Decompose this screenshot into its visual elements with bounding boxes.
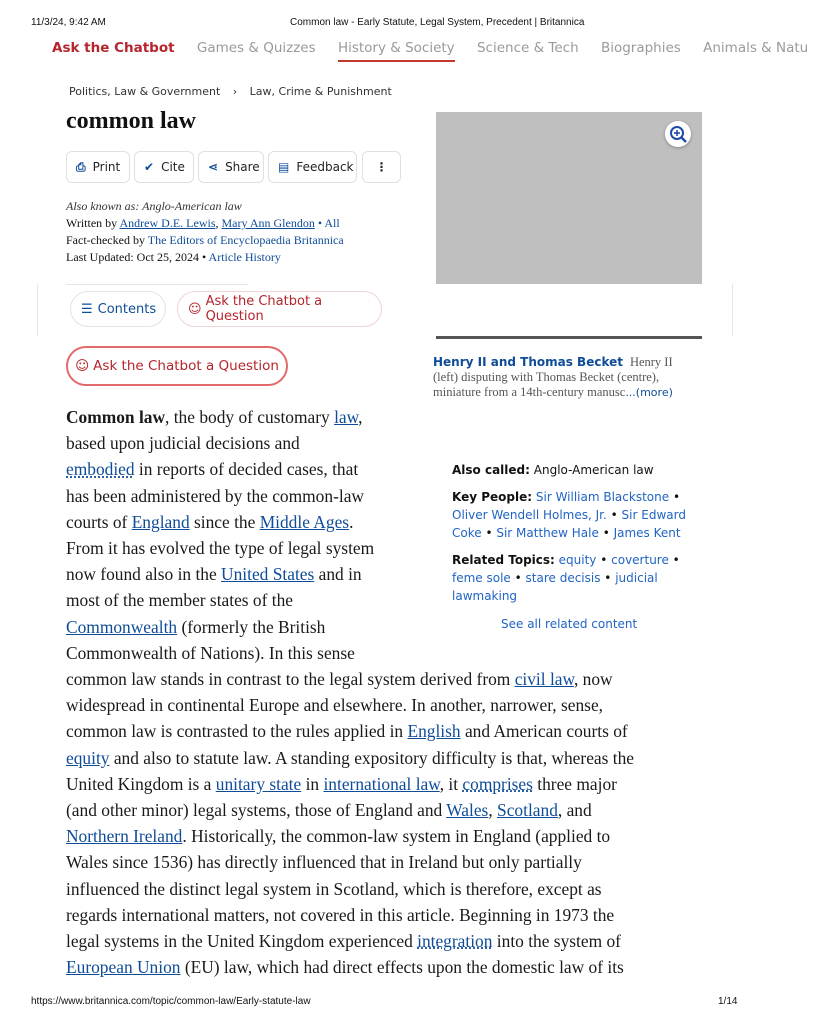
- inline-link[interactable]: United States: [221, 564, 315, 585]
- nav-games-quizzes[interactable]: Games & Quizzes: [196, 40, 316, 56]
- body-text: since the: [189, 511, 260, 532]
- body-text: common law is contrasted to the rules applied in: [66, 721, 408, 742]
- body-text: into the system of: [492, 931, 621, 952]
- also-called-label: Also called:: [452, 463, 530, 477]
- inline-link[interactable]: embodied: [66, 459, 135, 480]
- feedback-button[interactable]: [268, 151, 357, 183]
- body-text: ,: [358, 407, 363, 427]
- key-person-link[interactable]: Sir Edward Coke: [452, 508, 686, 540]
- ask-chatbot-label: Ask the Chatbot a Question: [93, 358, 279, 374]
- inline-link[interactable]: civil law: [514, 669, 574, 690]
- body-text: (formerly the British: [177, 616, 326, 637]
- related-topic-link[interactable]: stare decisis: [525, 571, 601, 585]
- body-text: and in: [314, 564, 362, 585]
- nav-animals-nature[interactable]: Animals & Natu: [703, 40, 809, 56]
- body-text: . Historically, the common-law system in England (applied to: [182, 826, 611, 847]
- body-text: From it has evolved the type of legal system: [66, 538, 375, 559]
- inline-link[interactable]: English: [407, 721, 461, 742]
- more-vertical-icon: ⋮: [375, 160, 388, 174]
- key-person-link[interactable]: Oliver Wendell Holmes, Jr.: [452, 508, 607, 522]
- breadcrumb-separator: ›: [232, 85, 238, 98]
- chatbot-icon: ☺: [75, 358, 90, 374]
- comment-icon: ▤: [278, 160, 290, 174]
- body-text: , the body of customary: [165, 407, 335, 427]
- cite-button[interactable]: [134, 151, 194, 183]
- body-text: widespread in continental Europe and elsewhere. In another, narrower, sense,: [66, 695, 604, 716]
- share-label: Share: [225, 160, 260, 174]
- body-text: now found also in the: [66, 564, 222, 585]
- body-text: .: [349, 511, 354, 532]
- related-topic-link[interactable]: equity: [558, 553, 597, 567]
- last-updated: Last Updated: Oct 25, 2024: [66, 250, 199, 264]
- caption-title: Henry II and Thomas Becket: [433, 355, 623, 369]
- lead-term: Common law: [66, 407, 166, 427]
- article-history-link[interactable]: Article History: [208, 250, 281, 264]
- caption-text: (left) disputing with Thomas Becket (centre),: [433, 370, 660, 384]
- chatbot-icon: ☺: [188, 301, 202, 317]
- body-text: regards international matters, not covered in this article. Beginning in 1973 the: [66, 904, 615, 925]
- zoom-button[interactable]: [665, 121, 691, 147]
- body-text: , it: [439, 773, 463, 794]
- zoom-in-icon: [665, 121, 691, 147]
- body-text: United Kingdom is a: [66, 773, 216, 794]
- ask-chatbot-label: Ask the Chatbot a Question: [205, 294, 323, 324]
- caption-text: miniature from a 14th-century manusc: [433, 385, 626, 399]
- print-label: Print: [92, 160, 121, 174]
- inline-link[interactable]: comprises: [462, 773, 533, 794]
- body-text: influenced the distinct legal system in Scotland, which is therefore, except as: [66, 878, 602, 899]
- article-body: [66, 404, 716, 980]
- divider: [66, 284, 248, 285]
- nav-science-tech[interactable]: Science & Tech: [476, 40, 579, 56]
- inline-link[interactable]: Scotland: [497, 800, 558, 821]
- feedback-label: Feedback: [296, 160, 354, 174]
- body-text: courts of: [66, 511, 132, 532]
- inline-link[interactable]: equity: [66, 747, 110, 768]
- fact-checker-link[interactable]: The Editors of Encyclopaedia Britannica: [147, 233, 344, 247]
- more-options-button[interactable]: [362, 151, 401, 183]
- body-text: in: [301, 773, 324, 794]
- key-person-link[interactable]: Sir Matthew Hale: [496, 526, 599, 540]
- aka-value: Anglo-American law: [142, 199, 242, 213]
- related-topic-link[interactable]: coverture: [611, 553, 669, 567]
- ask-chatbot-question-button[interactable]: [66, 346, 288, 386]
- body-text: has been administered by the common-law: [66, 485, 364, 506]
- body-text: most of the member states of the: [66, 590, 293, 611]
- lead-image[interactable]: [436, 112, 702, 284]
- body-text: Commonwealth of Nations). In this sense: [66, 642, 355, 663]
- body-text: , now: [573, 669, 613, 690]
- inline-link[interactable]: Wales: [446, 800, 489, 821]
- contents-button[interactable]: [70, 291, 166, 327]
- inline-link[interactable]: Middle Ages: [259, 511, 350, 532]
- body-text: in reports of decided cases, that: [134, 459, 359, 480]
- image-caption: [433, 355, 708, 400]
- divider: [732, 284, 733, 336]
- breadcrumb-item[interactable]: Law, Crime & Punishment: [249, 85, 392, 98]
- print-url: https://www.britannica.com/topic/common-law/Early-statute-law: [31, 996, 311, 1007]
- see-all-related-link[interactable]: See all related content: [501, 617, 638, 631]
- fact-checked-label: Fact-checked by: [66, 233, 145, 247]
- body-text: Wales since 1536) has directly influenced that in Ireland but only partially: [66, 852, 582, 873]
- nav-ask-chatbot[interactable]: Ask the Chatbot: [52, 40, 175, 56]
- article-meta: Also known as: Anglo-American law Written by Andrew D.E. Lewis, Mary Ann Glendon • All Fact-checked by The Editors of Encyclopaedia Britannica Last Updated: Oct 25, 2024 • Article History: [66, 199, 344, 264]
- print-date: 11/3/24, 9:42 AM: [31, 17, 106, 28]
- author-link[interactable]: Mary Ann Glendon: [221, 216, 315, 230]
- divider: [37, 284, 38, 336]
- badge-check-icon: ✔: [144, 160, 155, 174]
- related-topic-link[interactable]: judicial lawmaking: [452, 571, 658, 603]
- inline-link[interactable]: England: [131, 511, 190, 532]
- author-link[interactable]: Andrew D.E. Lewis: [119, 216, 216, 230]
- key-person-link[interactable]: Sir William Blackstone: [535, 490, 670, 504]
- body-text: legal systems in the United Kingdom experienced: [66, 931, 418, 952]
- contents-label: Contents: [97, 301, 157, 317]
- inline-link[interactable]: unitary state: [215, 773, 302, 794]
- body-text: common law stands in contrast to the legal system derived from: [66, 669, 515, 690]
- inline-link[interactable]: European Union: [66, 957, 181, 978]
- key-person-link[interactable]: James Kent: [613, 526, 681, 540]
- print-button[interactable]: [66, 151, 130, 183]
- written-by-label: Written by: [66, 216, 118, 230]
- aka-label: Also known as:: [66, 199, 140, 213]
- body-text: , and: [557, 800, 592, 821]
- ask-chatbot-question-pill[interactable]: [177, 291, 382, 327]
- inline-link[interactable]: Commonwealth: [66, 616, 178, 637]
- body-text: and American courts of: [460, 721, 628, 742]
- caption-more-link[interactable]: ...(more): [625, 386, 673, 399]
- breadcrumb: [69, 85, 392, 98]
- related-topic-link[interactable]: feme sole: [452, 571, 511, 585]
- body-text: and also to statute law. A standing expository difficulty is that, whereas the: [109, 747, 634, 768]
- cite-label: Cite: [161, 160, 185, 174]
- inline-link[interactable]: Northern Ireland: [66, 826, 183, 847]
- body-text: ,: [488, 800, 498, 821]
- top-nav: [52, 40, 809, 62]
- inline-link[interactable]: international law: [323, 773, 440, 794]
- all-authors-link[interactable]: All: [324, 216, 340, 230]
- nav-history-society[interactable]: History & Society: [338, 40, 455, 62]
- share-button[interactable]: [198, 151, 264, 183]
- page-title: common law: [66, 108, 196, 134]
- list-icon: ☰: [81, 301, 93, 317]
- print-page-title: Common law - Early Statute, Legal System, Precedent | Britannica: [290, 17, 585, 28]
- body-text: based upon judicial decisions and: [66, 433, 300, 454]
- body-text: (and other minor) legal systems, those of England and: [66, 800, 447, 821]
- body-text: three major: [532, 773, 617, 794]
- print-page-number: 1/14: [718, 996, 738, 1007]
- image-bottom-edge: [436, 336, 702, 339]
- nav-biographies[interactable]: Biographies: [600, 40, 681, 56]
- key-people-label: Key People:: [452, 490, 533, 504]
- also-called-value: Anglo-American law: [533, 463, 654, 477]
- related-topics-label: Related Topics:: [452, 553, 555, 567]
- breadcrumb-item[interactable]: Politics, Law & Government: [69, 85, 221, 98]
- quick-facts: Also called: Anglo-American law Key People: Sir William Blackstone • Oliver Wendell Holmes, Jr. • Sir Edward Coke • Sir Matthew Hale • James Kent Related Topics: equity • coverture • feme sole • stare decisis • judicial lawmaking See all related content: [452, 463, 686, 631]
- inline-link[interactable]: integration: [417, 931, 493, 952]
- body-text: (EU) law, which had direct effects upon the domestic law of its: [180, 957, 624, 978]
- share-icon: ⋖: [208, 160, 219, 174]
- caption-text: Henry II: [629, 355, 673, 369]
- inline-link[interactable]: law: [334, 407, 359, 427]
- printer-icon: ⎙: [76, 159, 86, 174]
